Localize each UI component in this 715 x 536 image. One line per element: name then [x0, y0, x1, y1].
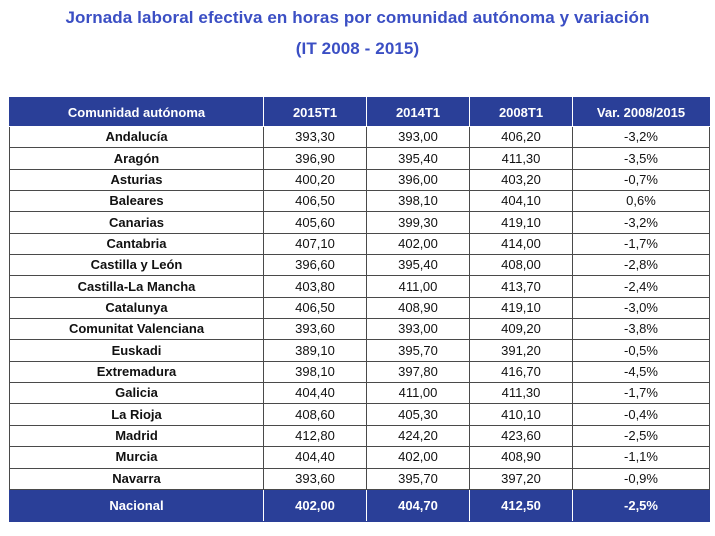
table-row — [10, 233, 710, 254]
value-cell: 411,30 — [470, 148, 573, 169]
total-label-cell: Nacional — [10, 489, 264, 521]
region-cell: Madrid — [10, 425, 264, 446]
column-header: Comunidad autónoma — [10, 98, 264, 127]
value-cell: 403,80 — [264, 276, 367, 297]
value-cell: -0,9% — [573, 468, 710, 489]
value-cell: 411,00 — [367, 276, 470, 297]
column-header: Var. 2008/2015 — [573, 98, 710, 127]
value-cell: 391,20 — [470, 340, 573, 361]
region-cell: Castilla y León — [10, 255, 264, 276]
table-row — [10, 212, 710, 233]
value-cell: 408,90 — [367, 297, 470, 318]
value-cell: 406,20 — [470, 127, 573, 148]
value-cell: 397,80 — [367, 361, 470, 382]
total-row — [10, 489, 710, 521]
value-cell: 408,00 — [470, 255, 573, 276]
region-cell: Galicia — [10, 383, 264, 404]
value-cell: 395,70 — [367, 468, 470, 489]
table-row — [10, 276, 710, 297]
column-header: 2008T1 — [470, 98, 573, 127]
value-cell: 389,10 — [264, 340, 367, 361]
value-cell: -1,1% — [573, 447, 710, 468]
value-cell: 419,10 — [470, 297, 573, 318]
value-cell: 404,40 — [264, 447, 367, 468]
data-table — [9, 97, 710, 522]
region-cell: Catalunya — [10, 297, 264, 318]
table-row — [10, 383, 710, 404]
table-row — [10, 447, 710, 468]
value-cell: 408,90 — [470, 447, 573, 468]
value-cell: 402,00 — [367, 447, 470, 468]
value-cell: 393,60 — [264, 319, 367, 340]
value-cell: 414,00 — [470, 233, 573, 254]
value-cell: -3,2% — [573, 127, 710, 148]
value-cell: 397,20 — [470, 468, 573, 489]
value-cell: 399,30 — [367, 212, 470, 233]
value-cell: 396,60 — [264, 255, 367, 276]
value-cell: 398,10 — [367, 191, 470, 212]
value-cell: -3,5% — [573, 148, 710, 169]
region-cell: Andalucía — [10, 127, 264, 148]
value-cell: -2,8% — [573, 255, 710, 276]
value-cell: 409,20 — [470, 319, 573, 340]
value-cell: 413,70 — [470, 276, 573, 297]
region-cell: Comunitat Valenciana — [10, 319, 264, 340]
value-cell: 405,30 — [367, 404, 470, 425]
region-cell: Navarra — [10, 468, 264, 489]
value-cell: 0,6% — [573, 191, 710, 212]
table-row — [10, 297, 710, 318]
value-cell: -1,7% — [573, 383, 710, 404]
value-cell: 404,40 — [264, 383, 367, 404]
total-value-cell: -2,5% — [573, 489, 710, 521]
value-cell: 395,40 — [367, 148, 470, 169]
value-cell: 408,60 — [264, 404, 367, 425]
value-cell: 396,90 — [264, 148, 367, 169]
column-header: 2014T1 — [367, 98, 470, 127]
region-cell: Euskadi — [10, 340, 264, 361]
total-value-cell: 404,70 — [367, 489, 470, 521]
total-value-cell: 402,00 — [264, 489, 367, 521]
region-cell: Baleares — [10, 191, 264, 212]
column-header: 2015T1 — [264, 98, 367, 127]
value-cell: 403,20 — [470, 169, 573, 190]
value-cell: 406,50 — [264, 297, 367, 318]
value-cell: 396,00 — [367, 169, 470, 190]
table-row — [10, 148, 710, 169]
value-cell: 402,00 — [367, 233, 470, 254]
total-value-cell: 412,50 — [470, 489, 573, 521]
value-cell: -0,7% — [573, 169, 710, 190]
value-cell: 410,10 — [470, 404, 573, 425]
header-row — [10, 98, 710, 127]
table-row — [10, 340, 710, 361]
value-cell: -1,7% — [573, 233, 710, 254]
table-body — [10, 127, 710, 490]
value-cell: -3,0% — [573, 297, 710, 318]
table-row — [10, 468, 710, 489]
value-cell: 393,00 — [367, 319, 470, 340]
value-cell: 395,40 — [367, 255, 470, 276]
value-cell: 423,60 — [470, 425, 573, 446]
region-cell: Extremadura — [10, 361, 264, 382]
value-cell: 400,20 — [264, 169, 367, 190]
value-cell: 412,80 — [264, 425, 367, 446]
region-cell: Canarias — [10, 212, 264, 233]
region-cell: Murcia — [10, 447, 264, 468]
table-row — [10, 425, 710, 446]
value-cell: 416,70 — [470, 361, 573, 382]
value-cell: -3,2% — [573, 212, 710, 233]
region-cell: Aragón — [10, 148, 264, 169]
table-row — [10, 127, 710, 148]
value-cell: 398,10 — [264, 361, 367, 382]
region-cell: La Rioja — [10, 404, 264, 425]
value-cell: 411,30 — [470, 383, 573, 404]
value-cell: -0,4% — [573, 404, 710, 425]
value-cell: 393,30 — [264, 127, 367, 148]
value-cell: 404,10 — [470, 191, 573, 212]
value-cell: 405,60 — [264, 212, 367, 233]
table-row — [10, 191, 710, 212]
chart-title-line1: Jornada laboral efectiva en horas por comunidad autónoma y variación — [65, 8, 650, 27]
value-cell: 406,50 — [264, 191, 367, 212]
value-cell: 395,70 — [367, 340, 470, 361]
table-row — [10, 404, 710, 425]
table-row — [10, 169, 710, 190]
table-row — [10, 319, 710, 340]
table-row — [10, 361, 710, 382]
value-cell: -2,5% — [573, 425, 710, 446]
region-cell: Castilla-La Mancha — [10, 276, 264, 297]
value-cell: 393,60 — [264, 468, 367, 489]
value-cell: -3,8% — [573, 319, 710, 340]
table-row — [10, 255, 710, 276]
value-cell: 424,20 — [367, 425, 470, 446]
chart-title-line2: (IT 2008 - 2015) — [295, 39, 420, 58]
value-cell: 393,00 — [367, 127, 470, 148]
value-cell: -2,4% — [573, 276, 710, 297]
value-cell: -0,5% — [573, 340, 710, 361]
value-cell: 419,10 — [470, 212, 573, 233]
value-cell: 407,10 — [264, 233, 367, 254]
value-cell: -4,5% — [573, 361, 710, 382]
region-cell: Cantabria — [10, 233, 264, 254]
value-cell: 411,00 — [367, 383, 470, 404]
region-cell: Asturias — [10, 169, 264, 190]
